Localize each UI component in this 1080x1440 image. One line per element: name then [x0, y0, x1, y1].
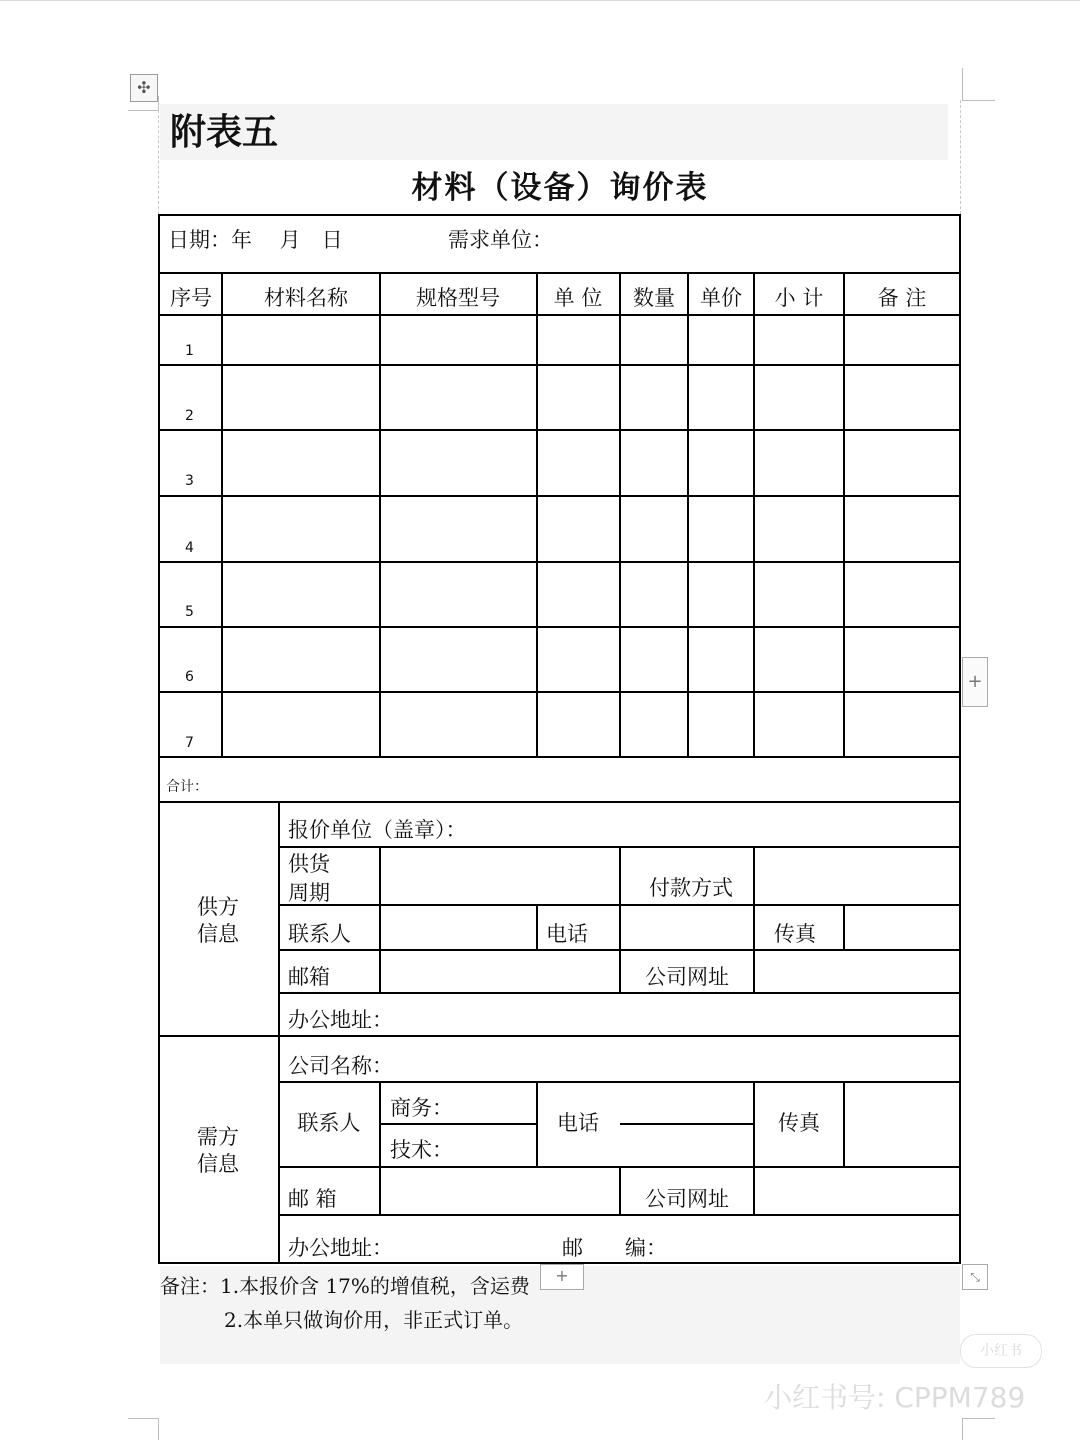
table-resize-icon[interactable]: ⤡ — [962, 1264, 988, 1290]
row-number: 6 — [185, 669, 194, 685]
crop-mark-bottom-left — [128, 1418, 159, 1440]
date-label: 日期：年 月 日 — [168, 228, 343, 252]
appendix-label: 附表五 — [170, 111, 279, 153]
crop-mark-bottom-right — [962, 1418, 995, 1440]
column-header-spec-model: 规格型号 — [416, 286, 500, 310]
margin-guide-right — [960, 100, 961, 214]
supplier-contact-label: 联系人 — [288, 922, 351, 946]
header-shading — [160, 104, 948, 160]
demander-office-address-label: 办公地址： — [288, 1236, 393, 1260]
postcode-label: 邮 编： — [562, 1236, 667, 1260]
add-row-icon[interactable]: + — [540, 1264, 584, 1290]
top-edge-line — [0, 0, 1080, 1]
demander-phone-label: 电话 — [557, 1111, 599, 1135]
payment-method-label: 付款方式 — [649, 876, 733, 900]
supplier-website-label: 公司网址 — [645, 965, 729, 989]
supply-period-label: 供货 周期 — [288, 852, 330, 906]
supplier-fax-label: 传真 — [774, 922, 816, 946]
row-number: 2 — [185, 408, 194, 424]
crop-mark-top-right — [962, 68, 995, 101]
row-number: 4 — [185, 540, 194, 556]
add-column-icon[interactable]: + — [962, 657, 988, 707]
quote-unit-label: 报价单位（盖章）： — [288, 818, 467, 842]
watermark-logo: 小红书 — [960, 1334, 1042, 1368]
table-grid — [158, 214, 961, 1264]
demander-contact-label: 联系人 — [297, 1111, 361, 1135]
inquiry-form-table — [158, 214, 961, 1264]
demander-section-label: 需方 信息 — [197, 1125, 239, 1177]
demand-unit-label: 需求单位： — [448, 228, 553, 252]
column-header-seq: 序号 — [170, 286, 212, 310]
table-move-handle-icon[interactable]: ✣ — [130, 74, 158, 102]
business-contact-label: 商务： — [390, 1096, 453, 1120]
column-header-material-name: 材料名称 — [264, 286, 348, 310]
demander-website-label: 公司网址 — [645, 1187, 729, 1211]
row-number: 3 — [185, 473, 194, 489]
column-header-subtotal: 小 计 — [774, 286, 824, 310]
row-number: 1 — [185, 343, 194, 359]
supplier-office-address-label: 办公地址： — [288, 1008, 393, 1032]
row-number: 5 — [185, 604, 194, 620]
supplier-phone-label: 电话 — [546, 922, 588, 946]
margin-guide-left — [158, 100, 159, 214]
column-header-quantity: 数量 — [633, 286, 675, 310]
company-name-label: 公司名称： — [288, 1054, 393, 1078]
total-label: 合计： — [166, 779, 208, 795]
page-title: 材料（设备）询价表 — [411, 170, 709, 206]
note-line-1: 备注：1.本报价含 17%的增值税，含运费 — [160, 1274, 530, 1298]
supplier-section-label: 供方 信息 — [197, 895, 239, 947]
row-number: 7 — [185, 735, 194, 751]
column-header-unit: 单 位 — [553, 286, 603, 310]
technical-contact-label: 技术： — [390, 1138, 453, 1162]
column-header-unit-price: 单价 — [700, 286, 742, 310]
demander-fax-label: 传真 — [778, 1111, 820, 1135]
watermark-text: 小红书号: CPPM789 — [764, 1381, 1026, 1414]
supplier-email-label: 邮箱 — [288, 965, 330, 989]
note-line-2: 2.本单只做询价用，非正式订单。 — [224, 1308, 524, 1332]
column-header-remarks: 备 注 — [877, 286, 927, 310]
demander-email-label: 邮 箱 — [288, 1187, 337, 1211]
